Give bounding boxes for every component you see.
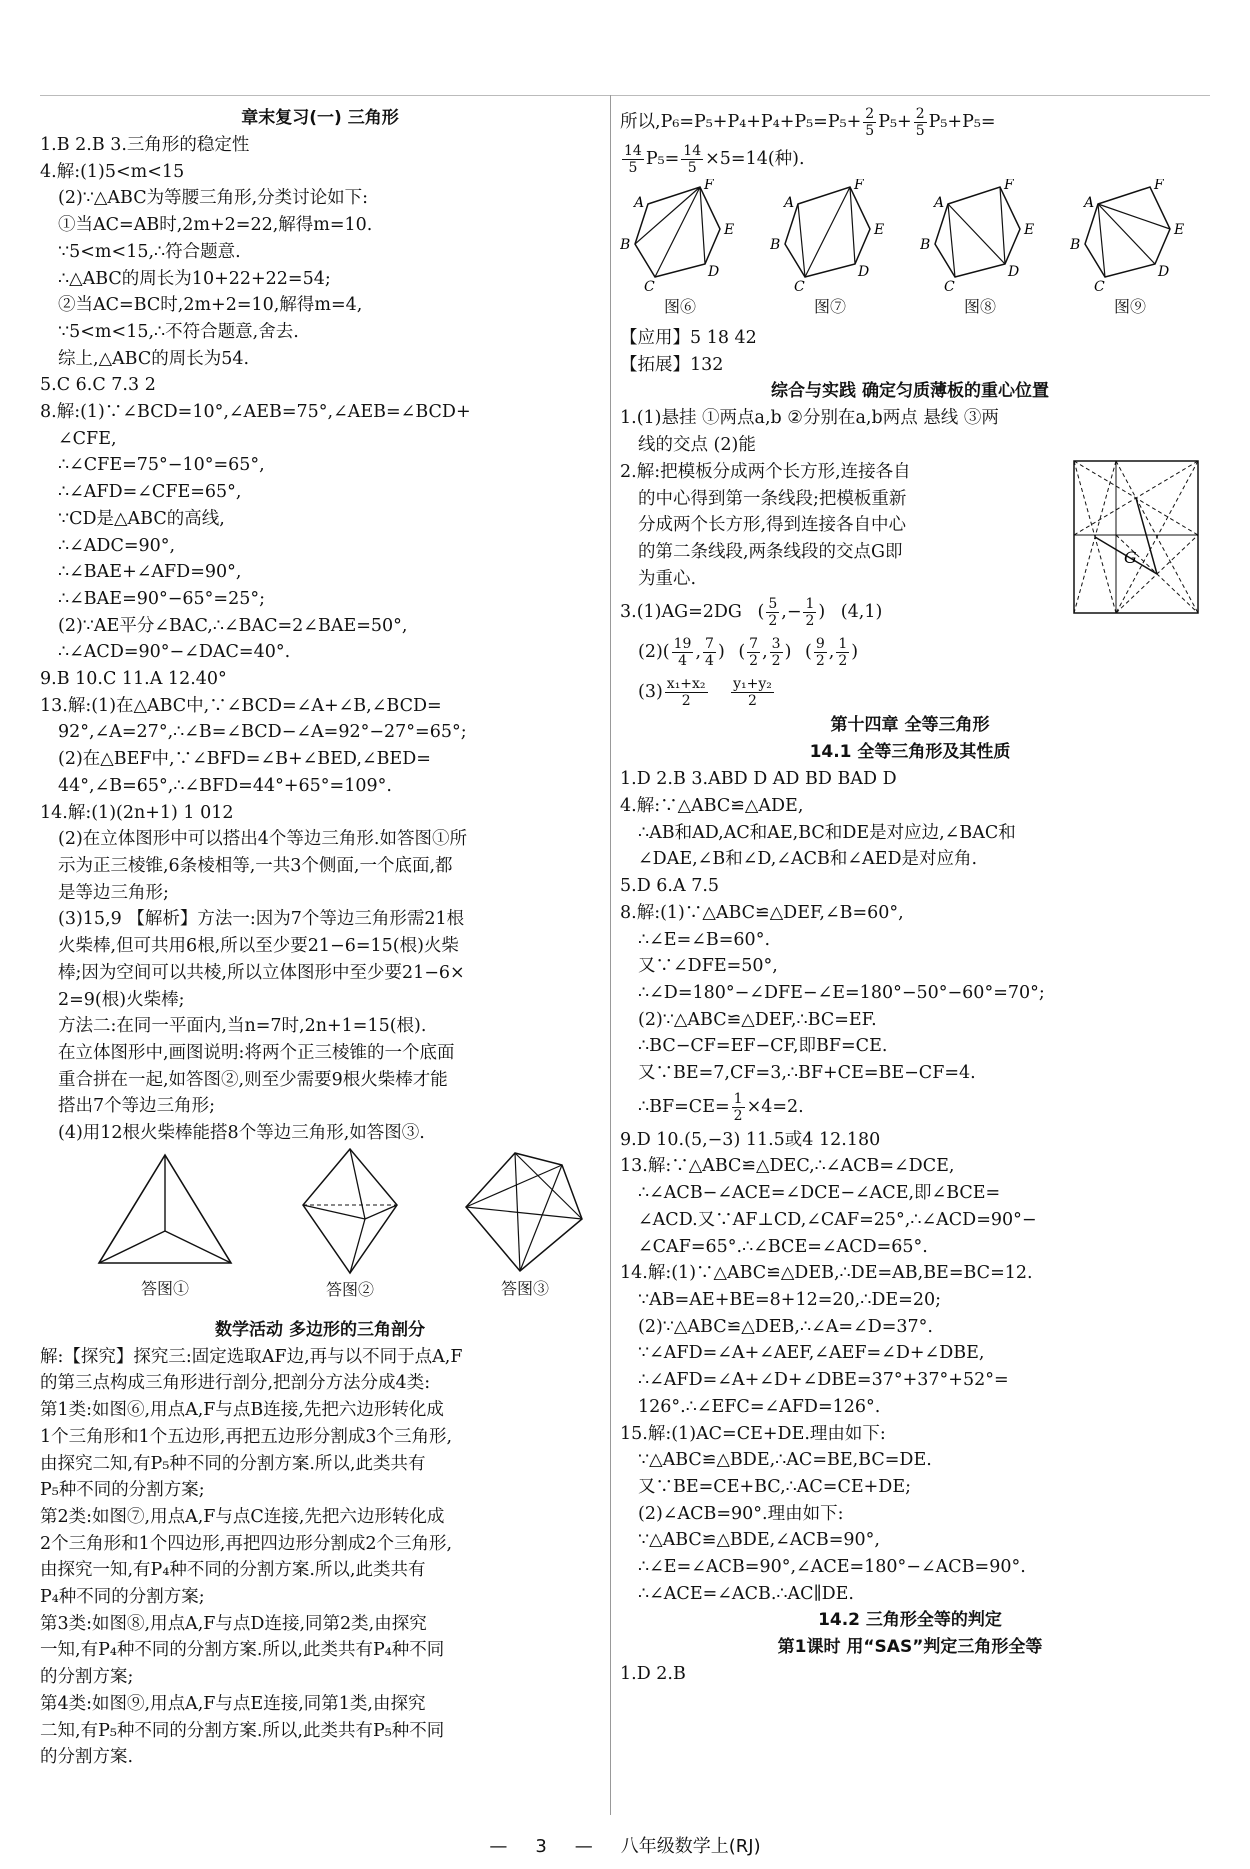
answer-line: 由探究一知,有P₄种不同的分割方案.所以,此类共有 [40,1560,426,1581]
answer-line: 第2类:如图⑦,用点A,F与点C连接,先把六边形转化成 [40,1506,445,1527]
answer-figure-3 [460,1151,590,1299]
answer-line: 5.C 6.C 7.3 2 [40,375,156,396]
answer-line: 又∵BE=CE+BC,∴AC=CE+DE; [638,1476,911,1497]
answer-line: 2=9(根)火柴棒; [58,989,185,1010]
answer-line: 的中心得到第一条线段;把模板重新 [638,488,907,509]
fraction: $\frac{5}{2}$ [768,596,778,630]
q3-line-3: (3) $\frac{\text{x₁+x₂}}{2}$ $\frac{\text{y₁+y₂}}{2}$ [638,676,772,710]
figure-caption: 图⑥ [663,297,696,316]
left-column [40,105,600,1771]
answer-line: 1.D 2.B [620,1664,686,1685]
svg-text:E: E [1024,222,1035,238]
answer-line: ∴∠ACE=∠ACB.∴AC∥DE. [638,1583,854,1604]
svg-text:G: G [1124,548,1137,568]
figure-caption: 图⑦ [813,297,846,316]
svg-text:A: A [784,195,795,211]
answer-line: 8.解:(1)∵△ABC≌△DEF,∠B=60°, [620,902,904,923]
answer-line: (2)在立体图形中可以搭出4个等边三角形.如答图①所 [58,829,467,850]
answer-line: ∴∠AFD=∠A+∠D+∠DBE=37°+37°+52°= [638,1370,1009,1391]
formula-line-2: $\frac{14}{5}$ P₅= $\frac{14}{5}$ ×5=14(种). [624,143,805,176]
lesson-title: 第1课时 用“SAS”判定三角形全等 [777,1637,1043,1658]
answer-line: 示为正三棱锥,6条棱相等,一共3个侧面,一个底面,都 [58,855,453,876]
answer-line: P₅种不同的分割方案; [40,1480,205,1501]
answer-line: 一知,有P₄种不同的分割方案.所以,此类共有P₄种不同 [40,1640,445,1661]
fraction: $\frac{3}{2}$ [771,636,781,670]
answer-line: P₄种不同的分割方案; [40,1587,205,1608]
answer-line: 搭出7个等边三角形; [58,1096,216,1117]
answer-line: ∴∠ACB−∠ACE=∠DCE−∠ACE,即∠BCE= [638,1183,1001,1204]
template-diagram [1072,459,1200,619]
answer-line: (2)∵△ABC为等腰三角形,分类讨论如下: [58,188,369,209]
answer-line: 2个三角形和1个四边形,再把四边形分割成2个三角形, [40,1533,453,1554]
svg-text:F: F [1154,179,1164,193]
svg-text:E: E [1174,222,1185,238]
answer-line: ∴△ABC的周长为10+22+22=54; [58,268,331,289]
answer-block-2 [40,1344,600,1771]
answer-line: 1.D 2.B 3.ABD D AD BD BAD D [620,769,897,790]
answer-line: 棒;因为空间可以共棱,所以立体图形中至少要21−6× [58,962,465,983]
answer-figure-2 [295,1147,405,1300]
extension-answer: 【拓展】132 [620,354,724,375]
answer-line: 的分割方案; [40,1667,134,1688]
answer-line: 8.解:(1)∵∠BCD=10°,∠AEB=75°,∠AEB=∠BCD+ [40,402,471,423]
answer-line: 的第三点构成三角形进行剖分,把剖分方法分成4类: [40,1373,431,1394]
answer-line: 为重心. [638,568,697,589]
answer-line: ∴∠ADC=90°, [58,535,176,556]
answer-line: 第3类:如图⑧,用点A,F与点D连接,同第2类,由探究 [40,1613,427,1634]
answer-line: 又∵∠DFE=50°, [638,956,778,977]
answer-line: ∠CAF=65°.∴∠BCE=∠ACD=65°. [638,1236,928,1257]
answer-line: 在立体图形中,画图说明:将两个正三棱锥的一个底面 [58,1042,455,1063]
svg-text:E: E [724,222,735,238]
svg-text:D: D [858,264,870,280]
answer-line: 第4类:如图⑨,用点A,F与点E连接,同第1类,由探究 [40,1693,426,1714]
answer-line: 1.(1)悬挂 ①两点a,b ②分别在a,b两点 悬线 ③两 [620,408,999,429]
column-divider [610,95,611,1815]
answer-line: 的分割方案. [40,1747,134,1768]
book-title: 八年级数学上(RJ) [620,1836,761,1857]
answer-line: 重合拼在一起,如答图②,则至少需要9根火柴棒才能 [58,1069,448,1090]
answer-line: 线的交点 (2)能 [638,435,756,456]
fraction: $\frac{7}{2}$ [749,636,759,670]
hexagon-figure-9 [1070,179,1190,317]
answer-line: 92°,∠A=27°,∴∠B=∠BCD−∠A=92°−27°=65°; [58,722,467,743]
answer-line: (2)在△BEF中,∵∠BFD=∠B+∠BED,∠BED= [58,749,431,770]
fraction: $\frac{9}{2}$ [815,636,825,670]
fraction: $\frac{1}{2}$ [838,636,848,670]
answer-line: 44°,∠B=65°,∴∠BFD=44°+65°=109°. [58,775,392,796]
q3-line-1: 3.(1)AG=2DG ( $\frac{5}{2}$ ,− $\frac{1}{2}$ ) (4,1) [620,596,883,630]
svg-text:A: A [1084,195,1095,211]
answer-line: 由探究二知,有P₅种不同的分割方案.所以,此类共有 [40,1453,426,1474]
answer-line: (2)∠ACB=90°.理由如下: [638,1503,844,1524]
answer-line: ∴∠D=180°−∠DFE−∠E=180°−50°−60°=70°; [638,982,1045,1003]
answer-line: ∴∠BAE=90°−65°=25°; [58,588,266,609]
answer-line: 1个三角形和1个五边形,再把五边形分割成3个三角形, [40,1426,453,1447]
answer-line: ①当AC=AB时,2m+2=22,解得m=10. [58,215,373,236]
answer-block-1 [40,132,600,1147]
section-title: 章末复习(一) 三角形 [241,108,399,128]
answer-line: 综上,△ABC的周长为54. [58,348,250,369]
svg-text:A: A [934,195,945,211]
answer-line: 第1类:如图⑥,用点A,F与点B连接,先把六边形转化成 [40,1400,444,1421]
svg-text:B: B [1070,237,1081,253]
figure-caption: 图⑧ [963,297,996,316]
answer-line: 13.解:∵△ABC≌△DEC,∴∠ACB=∠DCE, [620,1156,955,1177]
svg-text:C: C [1094,279,1105,294]
svg-text:F: F [854,179,864,193]
figure-caption: 图⑨ [1113,297,1146,316]
answer-line: 13.解:(1)在△ABC中,∵∠BCD=∠A+∠B,∠BCD= [40,695,442,716]
figure-caption: 答图② [325,1279,374,1299]
top-rule [40,95,1210,96]
q3-line-2: (2)( $\frac{19}{4}$ , $\frac{7}{4}$ ) ( $\frac{7}{2}$ , $\frac{3}{2}$ ) ( $\frac{9}{2}$ , $\frac{1}{2}$ ) [638,636,859,670]
answer-line: ∠CFE, [58,428,117,449]
fraction: $\frac{14}{5}$ [683,143,702,176]
chapter-title: 第十四章 全等三角形 [830,715,990,736]
centroid-section [620,405,1200,592]
section-title: 14.1 全等三角形及其性质 [809,742,1011,763]
answer-line: ∴BC−CF=EF−CF,即BF=CE. [638,1036,888,1057]
fraction: $\frac{2}{5}$ [915,106,925,139]
answer-line: ∵5<m<15,∴符合题意. [58,241,241,262]
answer-line: (2)∵△ABC≌△DEB,∴∠A=∠D=37°. [638,1316,933,1337]
answer-line: ②当AC=BC时,2m+2=10,解得m=4, [58,295,363,316]
answer-line: ∵AB=AE+BE=8+12=20,∴DE=20; [638,1289,941,1310]
answer-line: 14.解:(1)(2n+1) 1 012 [40,802,234,823]
figure-caption: 答图③ [500,1278,549,1298]
answer-line: (2)∵AE平分∠BAC,∴∠BAC=2∠BAE=50°, [58,615,408,636]
page-footer: — 3 — 八年级数学上(RJ) [489,1836,761,1857]
fraction: $\frac{7}{4}$ [705,636,714,670]
answer-line: ∵CD是△ABC的高线, [58,508,225,529]
answer-line: 分成两个长方形,得到连接各自中心 [638,515,907,536]
answer-line: ∠DAE,∠B和∠D,∠ACB和∠AED是对应角. [638,849,978,870]
answer-line: 15.解:(1)AC=CE+DE.理由如下: [620,1423,886,1444]
page-number: 3 [535,1836,547,1857]
fraction: $\frac{14}{5}$ [624,143,642,176]
section-title: 综合与实践 确定匀质薄板的重心位置 [771,381,1049,402]
fraction: $\frac{1}{2}$ [733,1090,743,1124]
answer-line: 又∵BE=7,CF=3,∴BF+CE=BE−CF=4. [638,1063,976,1084]
section-title: 数学活动 多边形的三角剖分 [215,1319,425,1340]
answer-line: ∵△ABC≌△BDE,∴AC=BE,BC=DE. [638,1450,932,1471]
answer-line: ∠ACD.又∵AF⊥CD,∠CAF=25°,∴∠ACD=90°− [638,1209,1037,1230]
hexagon-figure-6 [620,179,740,317]
hexagon-figure-7 [770,179,890,317]
answer-line: ∴∠E=∠B=60°. [638,929,771,950]
answer-line: ∴∠ACD=90°−∠DAC=40°. [58,642,291,663]
bf-line: ∴BF=CE= $\frac{1}{2}$ ×4=2. [638,1090,804,1124]
answer-line: 4.解:(1)5<m<15 [40,161,185,182]
answer-line: (4)用12根火柴棒能搭8个等边三角形,如答图③. [58,1123,425,1144]
formula-line-1: 所以,P₆=P₅+P₄+P₄+P₅=P₅+ $\frac{2}{5}$ P₅+ $\frac{2}{5}$ P₅+P₅= [620,106,996,139]
answer-line: 4.解:∵△ABC≌△ADE, [620,796,804,817]
answer-line: 2.解:把模板分成两个长方形,连接各自 [620,461,911,482]
answer-line: 126°.∴∠EFC=∠AFD=126°. [638,1396,881,1417]
answer-block-5 [620,1127,1200,1608]
answer-line: ∴AB和AD,AC和AE,BC和DE是对应边,∠BAC和 [638,822,1016,843]
figure-caption: 答图① [140,1278,189,1298]
svg-text:C: C [794,279,805,294]
svg-text:E: E [874,222,885,238]
answer-line: 是等边三角形; [58,882,169,903]
svg-text:B: B [920,237,931,253]
answer-line: 5.D 6.A 7.5 [620,876,720,897]
svg-text:B: B [770,237,781,253]
answer-line: ∴∠BAE+∠AFD=90°, [58,562,242,583]
answer-line: ∵∠AFD=∠A+∠AEF,∠AEF=∠D+∠DBE, [638,1343,985,1364]
answer-line: (2)∵△ABC≌△DEF,∴BC=EF. [638,1009,877,1030]
answer-figure-1 [95,1151,235,1299]
answer-line: 火柴棒,但可共用6根,所以至少要21−6=15(根)火柴 [58,936,459,957]
answer-line: 方法二:在同一平面内,当n=7时,2n+1=15(根). [58,1016,427,1037]
svg-text:B: B [620,237,631,253]
answer-line: ∵5<m<15,∴不符合题意,舍去. [58,321,299,342]
svg-text:A: A [634,195,645,211]
answer-line: 14.解:(1)∵△ABC≌△DEB,∴DE=AB,BE=BC=12. [620,1263,1033,1284]
svg-text:D: D [1158,264,1170,280]
answer-line: ∴∠E=∠ACB=90°,∠ACE=180°−∠ACB=90°. [638,1557,1026,1578]
answer-figures [40,1147,600,1317]
answer-line: 9.D 10.(5,−3) 11.5或4 12.180 [620,1129,881,1150]
answer-line: ∴∠AFD=∠CFE=65°, [58,482,242,503]
hexagon-figures [620,179,1200,319]
answer-line: ∵△ABC≌△BDE,∠ACB=90°, [638,1530,880,1551]
fraction: $\frac{\text{y₁+y₂}}{2}$ [733,676,772,710]
svg-text:F: F [704,179,714,193]
answer-line: 解:【探究】探究三:固定选取AF边,再与以不同于点A,F [40,1346,463,1367]
svg-text:D: D [708,264,720,280]
svg-text:C: C [944,279,955,294]
hexagon-figure-8 [920,179,1040,317]
answer-line: 二知,有P₅种不同的分割方案.所以,此类共有P₅种不同 [40,1720,445,1741]
fraction: $\frac{\text{x₁+x₂}}{2}$ [666,676,706,710]
answer-line: (3)15,9 【解析】方法一:因为7个等边三角形需21根 [58,909,465,930]
fraction: $\frac{1}{2}$ [805,596,815,630]
fraction: $\frac{2}{5}$ [865,106,875,139]
answer-line: ∴∠CFE=75°−10°=65°, [58,455,265,476]
fraction: $\frac{19}{4}$ [673,636,692,670]
svg-text:F: F [1004,179,1014,193]
right-column [620,105,1200,1688]
answer-line: 9.B 10.C 11.A 12.40° [40,669,227,690]
answer-block-4 [620,766,1200,1086]
svg-text:D: D [1008,264,1020,280]
section-title: 14.2 三角形全等的判定 [818,1610,1002,1631]
answer-line: 1.B 2.B 3.三角形的稳定性 [40,135,250,155]
svg-text:C: C [644,279,655,294]
application-answer: 【应用】5 18 42 [620,328,757,348]
answer-line: 的第二条线段,两条线段的交点G即 [638,541,903,562]
